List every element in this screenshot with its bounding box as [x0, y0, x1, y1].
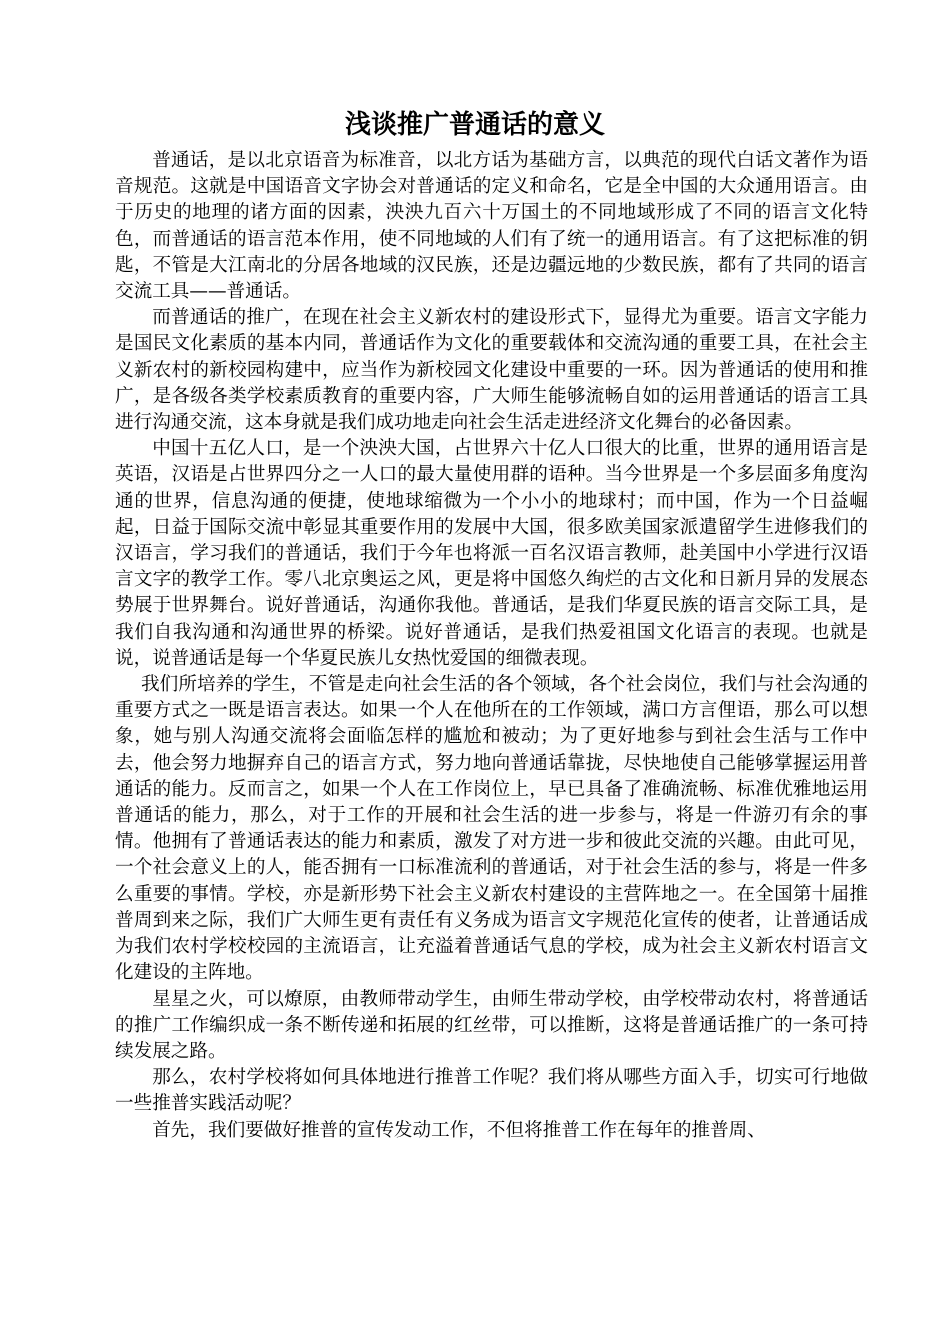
paragraph-putonghua-definition: 普通话，是以北京语音为标准音，以北方话为基础方言，以典范的现代白话文著作为语音规范。这就是中国语音文字协会对普通话的定义和命名，它是全中国的大众通用语言。由于历史的地理的诸方面的因素，泱泱九百六十万国土的不同地域形成了不同的语言文化特色，而普通话的语言范本作用，使不同地域的人们有了统一的通用语言。有了这把标准的钥匙，不管是大江南北的分居各地域的汉民族，还是边疆远地的少数民族，都有了共同的语言交流工具——普通话。 [115, 150, 868, 303]
document-body [115, 148, 868, 1144]
paragraph-students-society: 我们所培养的学生，不管是走向社会生活的各个领域，各个社会岗位，我们与社会沟通的重要方式之一既是语言表达。如果一个人在他所在的工作领域，满口方言俚语，那么可以想象，她与别人沟通交流将会面临怎样的尴尬和被动；为了更好地参与到社会生活与工作中去，他会努力地摒弃自己的语言方式，努力地向普通话靠拢，尽快地使自己能够掌握运用普通话的能力。反而言之，如果一个人在工作岗位上，早已具备了准确流畅、标准优雅地运用普通话的能力，那么，对于工作的开展和社会生活的进一步参与，将是一件游刃有余的事情。他拥有了普通话表达的能力和素质，激发了对方进一步和彼此交流的兴趣。由此可见，一个社会意义上的人，能否拥有一口标准流利的普通话，对于社会生活的参与，将是一件多么重要的事情。学校，亦是新形势下社会主义新农村建设的主营阵地之一。在全国第十届推普周到来之际，我们广大师生更有责任有义务成为语言文字规范化宣传的使者，让普通话成为我们农村学校校园的主流语言，让充溢着普通话气息的学校，成为社会主义新农村语言文化建设的主阵地。 [115, 674, 868, 984]
paragraph-how-to-promote: 那么，农村学校将如何具体地进行推普工作呢？我们将从哪些方面入手，切实可行地做一些推普实践活动呢？ [115, 1067, 868, 1115]
paragraph-new-countryside: 而普通话的推广，在现在社会主义新农村的建设形式下，显得尤为重要。语言文字能力是国民文化素质的基本内同，普通话作为文化的重要载体和交流沟通的重要工具，在社会主义新农村的新校园构建中，应当作为新校园文化建设中重要的一环。因为普通话的使用和推广，是各级各类学校素质教育的重要内容，广大师生能够流畅自如的运用普通话的语言工具进行沟通交流，这本身就是我们成功地走向社会生活走进经济文化舞台的必备因素。 [115, 307, 868, 434]
paragraph-spark-prairie-fire: 星星之火，可以燎原，由教师带动学生，由师生带动学校，由学校带动农村，将普通话的推广工作编织成一条不断传递和拓展的红丝带，可以推断，这将是普通话推广的一条可持续发展之路。 [115, 988, 868, 1062]
paragraph-china-population: 中国十五亿人口，是一个泱泱大国，占世界六十亿人口很大的比重，世界的通用语言是英语，汉语是占世界四分之一人口的最大量使用群的语种。当今世界是一个多层面多角度沟通的世界，信息沟通的便捷，使地球缩微为一个小小的地球村；而中国，作为一个日益崛起，日益于国际交流中彰显其重要作用的发展中大国，很多欧美国家派遣留学生进修我们的汉语言，学习我们的普通话，我们于今年也将派一百名汉语言教师，赴美国中小学进行汉语言文字的教学工作。零八北京奥运之风，更是将中国悠久绚烂的古文化和日新月异的发展态势展于世界舞台。说好普通话，沟通你我他。普通话，是我们华夏民族的语言交际工具，是我们自我沟通和沟通世界的桥梁。说好普通话，是我们热爱祖国文化语言的表现。也就是说，说普通话是每一个华夏民族儿女热忱爱国的细微表现。 [115, 438, 868, 669]
paragraph-first-publicity: 首先，我们要做好推普的宣传发动工作，不但将推普工作在每年的推普周、 [152, 1119, 766, 1141]
document-title: 浅谈推广普通话的意义 [344, 110, 605, 140]
